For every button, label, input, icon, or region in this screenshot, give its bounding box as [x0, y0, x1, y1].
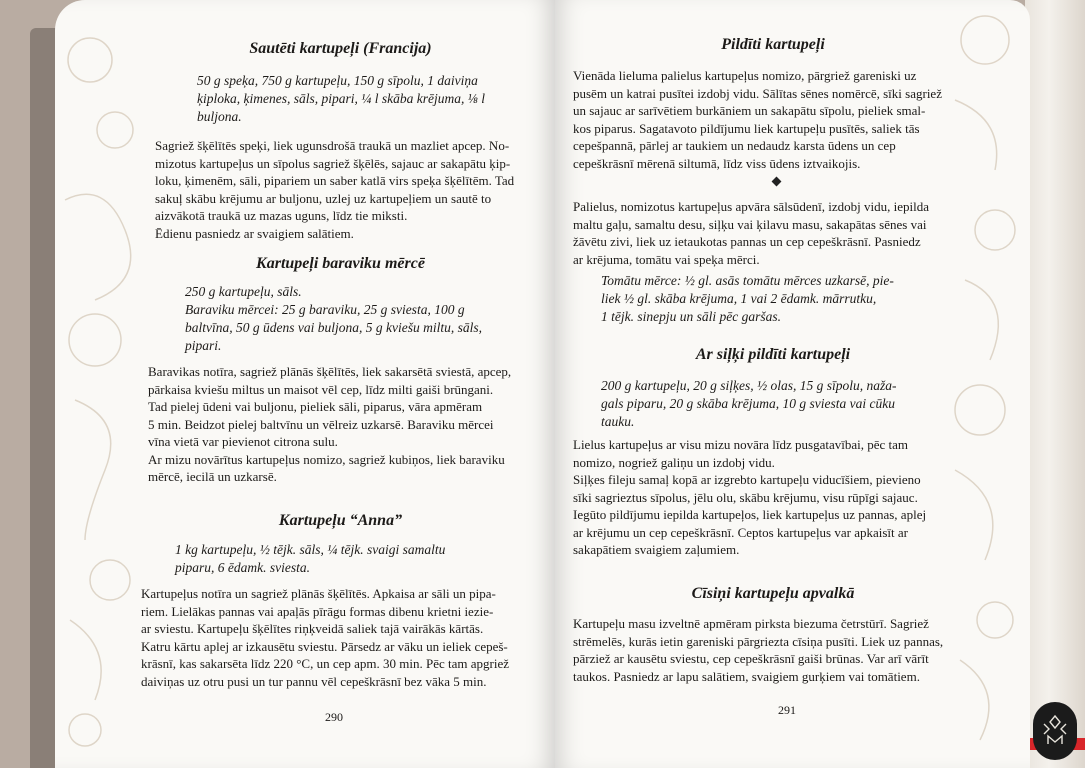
method-line: loku, ķimenēm, sāli, pipariem un saber katlā virs speķa šķēlītēm. Tad	[155, 173, 515, 188]
recipe-title: Kartupeļu “Anna”	[278, 512, 403, 529]
method-line: ar sviestu. Kartupeļu šķēlītes riņķveidā saliek tajā vairākās kārtās.	[141, 621, 484, 636]
method-line: mizotus kartupeļus un sīpolus sagriež šķēlēs, sajauc ar sakapātu ķip-	[155, 155, 511, 171]
method-line: strēmelēs, kurās ietin gareniski pārgriezta cīsiņa pusīti. Liek uz pannas,	[573, 633, 944, 649]
method-line: mērcē, iecilā un uzkarsē.	[148, 469, 277, 484]
method-line: pusēm un katrai pusītei izdobj vidu. Sālītas sēnes nomērcē, sīki sagriež	[573, 85, 942, 101]
method-line: Tad pielej ūdeni vai buljonu, pieliek sāli, piparus, vāra apmēram	[148, 399, 483, 414]
left-page	[55, 0, 555, 768]
method-line: Baravikas notīra, sagriež plānās šķēlītēs, liek sakarsētā sviestā, apcep,	[148, 364, 512, 379]
method-line: Lielus kartupeļus ar visu mizu novāra līdz pusgatavībai, pēc tam	[573, 437, 909, 452]
method-line: Kartupeļus notīra un sagriež plānās šķēlītēs. Apkaisa ar sāli un pipa-	[141, 586, 496, 601]
method-line: Iegūto pildījumu iepilda kartupeļos, liek kartupeļus uz pannas, aplej	[573, 507, 927, 522]
diamond-divider	[772, 177, 782, 187]
method-line: sīki sagrieztus sīpolus, jēlu olu, skābu krējumu, visu rūpīgi sajauc.	[573, 489, 918, 505]
ingredients-line: Baraviku mērcei: 25 g baraviku, 25 g sviesta, 100 g	[185, 302, 465, 317]
right-page	[555, 0, 1030, 768]
recipe-title: Sautēti kartupeļi (Francija)	[249, 40, 432, 57]
method-line: Ēdienu pasniedz ar svaigiem salātiem.	[155, 225, 354, 241]
page-number: 291	[778, 703, 796, 717]
method-line: Ar mizu novārītus kartupeļus nomizo, sagriež kubiņos, liek baraviku	[148, 451, 505, 467]
method-line: Katru kārtu aplej ar izkausētu sviestu. Pārsedz ar vāku un ieliek cepeš-	[141, 638, 508, 654]
method-line: cepeškrāsnī mērenā siltumā, līdz viss ūdens iztvaikojis.	[573, 155, 861, 171]
ingredients-line: 50 g speķa, 750 g kartupeļu, 150 g sīpolu, 1 daiviņa	[197, 73, 478, 88]
recipe-title: Kartupeļi baraviku mērcē	[256, 255, 425, 272]
method-line: žāvētu zivi, liek uz ietaukotas pannas un cep cepeškrāsnī. Pasniedz	[573, 234, 921, 249]
method-line: riem. Lielākas pannas vai apaļās pīrāgu formas dibenu krietni iezie-	[141, 603, 494, 619]
method-line: un sajauc ar sarīvētiem burkāniem un sakapātu sīpolu, pieliek smal-	[573, 103, 926, 118]
method-line: pārziež ar kausētu sviestu, cep cepeškrāsnī gaiši brūnas. Var arī vārīt	[573, 651, 929, 666]
method-line: Siļķes fileju samaļ kopā ar izgrebto kartupeļu viducīšiem, pievieno	[573, 472, 921, 487]
watermark-logo-icon	[1033, 702, 1077, 760]
ingredients-line: ķiploka, ķimenes, sāls, pipari, ¼ l skāba krējuma, ⅛ l	[197, 91, 485, 106]
method-line: krāsnī, kas sakarsēta līdz 220 °C, un cep apm. 30 min. Pēc tam apgriež	[141, 656, 510, 671]
method-line: daiviņas uz otru pusi un tur pannu vēl cepeškrāsnī bez vāka 5 min.	[141, 673, 487, 689]
recipe-title: Cīsiņi kartupeļu apvalkā	[691, 585, 855, 602]
ingredients-line: tauku.	[601, 414, 635, 429]
page-edges	[1025, 0, 1085, 768]
recipe-title: Ar siļķi pildīti kartupeļi	[695, 346, 851, 363]
method-line: 5 min. Beidzot pielej baltvīnu un vēlreiz uzkarsē. Baraviku mērcei	[148, 416, 494, 432]
method-line: cepešpannā, pārlej ar taukiem un nedaudz karsta ūdens un cep	[573, 138, 896, 153]
method-line: nomizo, nogriež galiņu un izdobj vidu.	[573, 454, 775, 470]
method-line: maltu gaļu, samaltu desu, siļķu vai ķilavu masu, sakapātas sēnes vai	[573, 216, 927, 232]
method-line: taukos. Pasniedz ar lapu salātiem, svaigiem gurķiem vai tomātiem.	[573, 668, 920, 684]
method-line: Kartupeļu masu izveltnē apmēram pirksta biezuma četrstūrī. Sagriež	[573, 616, 929, 631]
ingredients-line: baltvīna, 50 g ūdens vai buljona, 5 g kviešu miltu, sāls,	[185, 320, 482, 335]
ingredients-line: piparu, 6 ēdamk. sviesta.	[175, 560, 310, 575]
ingredients-line: buljona.	[197, 109, 242, 124]
ingredients-line: 250 g kartupeļu, sāls.	[185, 284, 302, 299]
ingredients-line: gals piparu, 20 g skāba krējuma, 10 g sviesta vai cūku	[601, 396, 895, 411]
method-line: Sagriež šķēlītēs speķi, liek ugunsdrošā traukā un mazliet apcep. No-	[155, 138, 510, 153]
page-number: 290	[325, 710, 343, 724]
recipe-title: Pildīti kartupeļi	[721, 36, 825, 53]
ingredients-line: 200 g kartupeļu, 20 g siļķes, ½ olas, 15 g sīpolu, naža-	[601, 378, 897, 393]
method-line: pārkaisa kviešu miltus un maisot vēl cep, līdz milti gaiši brūngani.	[148, 381, 494, 397]
method-line: sakuļ skābu krējumu ar buljonu, uzlej uz kartupeļiem un sautē to	[155, 190, 492, 206]
ingredients-line: pipari.	[185, 338, 222, 353]
method-line: ar krējumu un cep cepeškrāsnī. Ceptos kartupeļus var apkaisīt ar	[573, 524, 908, 540]
method-line: Vienāda lieluma palielus kartupeļus nomizo, pārgriež gareniski uz	[573, 68, 917, 83]
method-line: sakapātiem svaigiem zaļumiem.	[573, 542, 740, 557]
sauce-line: liek ½ gl. skāba krējuma, 1 vai 2 ēdamk. mārrutku,	[601, 291, 877, 306]
sauce-line: Tomātu mērce: ½ gl. asās tomātu mērces uzkarsē, pie-	[601, 273, 894, 288]
floral-decoration	[55, 0, 150, 768]
method-line: vīna vietā var pievienot citrona sulu.	[148, 434, 338, 449]
method-line: aizvākotā traukā uz mazas uguns, līdz tie miksti.	[155, 208, 408, 223]
ingredients-line: 1 kg kartupeļu, ½ tējk. sāls, ¼ tējk. svaigi samaltu	[175, 542, 446, 557]
method-line: ar krējuma, tomātu vai speķa mērci.	[573, 251, 760, 267]
sauce-line: 1 tējk. sinepju un sāli pēc garšas.	[601, 309, 781, 324]
method-line: kos piparus. Sagatavoto pildījumu liek kartupeļu pusītēs, saliek tās	[573, 120, 920, 136]
method-line: Palielus, nomizotus kartupeļus apvāra sālsūdenī, izdobj vidu, iepilda	[573, 199, 929, 214]
